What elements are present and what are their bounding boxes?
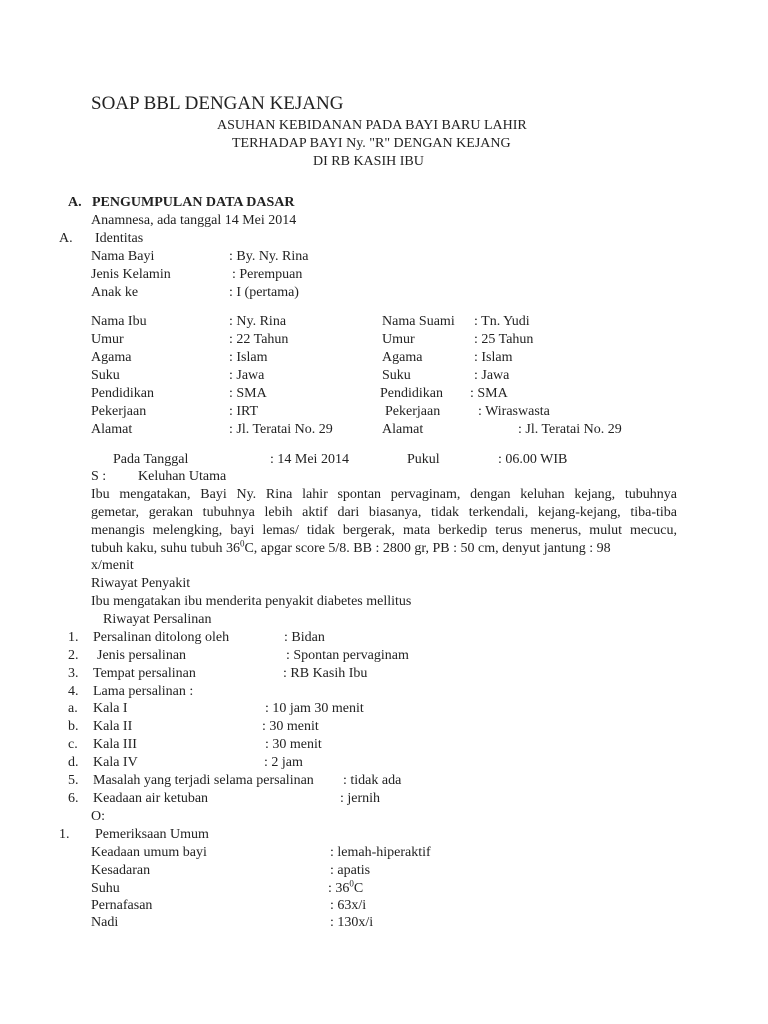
section-a-heading: PENGUMPULAN DATA DASAR [92,195,295,210]
ibu-label: Pekerjaan [91,404,147,419]
exam-label: Pernafasan [91,898,153,913]
complaint-line-4 [91,540,677,558]
pemeriksaan-number: 1. [59,827,70,842]
ibu-value: : 22 Tahun [229,332,289,347]
bayi-value: : Perempuan [232,267,303,282]
list-label: Masalah yang terjadi selama persalinan [93,773,314,788]
complaint-text: C, apgar score 5/8. BB : 2800 gr, PB : 50 cm, denyut jantung : 98 [244,541,611,556]
ibu-value: : SMA [229,386,267,401]
list-number: 5. [68,773,79,788]
keluhan-heading: Keluhan Utama [138,469,227,484]
bayi-label: Anak ke [91,285,139,300]
degree-mark: 0 [239,538,245,549]
document-subtitle-2: TERHADAP BAYI Ny. "R" DENGAN KEJANG [232,136,511,151]
suami-label: Suku [382,368,411,383]
ibu-label: Agama [91,350,132,365]
suami-label: Agama [382,350,423,365]
exam-value: : 130x/i [330,915,374,930]
identitas-marker: A. [59,231,73,246]
ibu-label: Umur [91,332,124,347]
visit-time-value: : 06.00 WIB [498,452,568,467]
suami-value: : 25 Tahun [474,332,534,347]
list-number: 1. [68,630,79,645]
list-value: : 30 menit [265,737,322,752]
list-value: : tidak ada [343,773,402,788]
list-value: : jernih [340,791,381,806]
list-number: 2. [68,648,79,663]
list-label: Kala II [93,719,133,734]
complaint-last: x/menit [91,558,134,573]
list-value: : 30 menit [262,719,319,734]
list-number: c. [68,737,78,752]
visit-date-value: : 14 Mei 2014 [270,452,349,467]
suami-value: : Jawa [474,368,510,383]
section-a-marker: A. [68,195,82,210]
degree-mark: 0 [349,878,354,889]
suhu-unit: C [353,881,364,896]
suami-label: Pekerjaan [385,404,441,419]
pemeriksaan-heading: Pemeriksaan Umum [95,827,209,842]
list-value: : Bidan [284,630,325,645]
suami-value: : Wiraswasta [478,404,550,419]
visit-date-label: Pada Tanggal [113,452,189,467]
document-subtitle-1: ASUHAN KEBIDANAN PADA BAYI BARU LAHIR [217,118,527,133]
exam-value: : lemah-hiperaktif [330,845,431,860]
list-number: d. [68,755,79,770]
list-number: a. [68,701,78,716]
ibu-value: : Islam [229,350,268,365]
exam-label: Suhu [91,881,120,896]
objective-marker: O: [91,809,105,824]
list-number: b. [68,719,79,734]
suami-value: : Jl. Teratai No. 29 [518,422,622,437]
complaint-line: gemetar, gerakan tubuhnya lebih aktif dari biasanya, tidak terkendali, kejang-kejang, tiba-tiba [91,505,677,520]
exam-value [328,880,363,898]
bayi-label: Nama Bayi [91,249,155,264]
exam-label: Kesadaran [91,863,151,878]
list-value: : 10 jam 30 menit [265,701,364,716]
ibu-value: : Jl. Teratai No. 29 [229,422,333,437]
complaint-text: tubuh kaku, suhu tubuh 36 [91,541,240,556]
list-label: Kala III [93,737,137,752]
list-label: Tempat persalinan [93,666,196,681]
ibu-label: Pendidikan [91,386,154,401]
ibu-label: Alamat [91,422,133,437]
exam-label: Nadi [91,915,119,930]
ibu-value: : Jawa [229,368,265,383]
complaint-line: menangis melengking, bayi lemas/ tidak bergerak, mata berkedip terus menerus, mulut mecucu, [91,523,677,538]
list-value: : Spontan pervaginam [286,648,409,663]
list-number: 4. [68,684,79,699]
suami-label: Alamat [382,422,424,437]
list-number: 6. [68,791,79,806]
list-value: : RB Kasih Ibu [283,666,368,681]
bayi-label: Jenis Kelamin [91,267,171,282]
list-label: Lama persalinan : [93,684,194,699]
bayi-value: : I (pertama) [229,285,299,300]
ibu-label: Suku [91,368,120,383]
riwayat-penyakit-heading: Riwayat Penyakit [91,576,191,591]
riwayat-penyakit-text: Ibu mengatakan ibu menderita penyakit diabetes mellitus [91,594,412,609]
bayi-value: : By. Ny. Rina [229,249,309,264]
exam-label: Keadaan umum bayi [91,845,207,860]
list-number: 3. [68,666,79,681]
subjective-marker: S : [91,469,107,484]
riwayat-persalinan-heading: Riwayat Persalinan [103,612,212,627]
list-label: Keadaan air ketuban [93,791,209,806]
list-label: Persalinan ditolong oleh [93,630,230,645]
ibu-value: : Ny. Rina [229,314,287,329]
suhu-value: : 36 [328,881,350,896]
exam-value: : apatis [330,863,371,878]
suami-label: Pendidikan [380,386,443,401]
identitas-heading: Identitas [95,231,144,246]
ibu-value: : IRT [229,404,259,419]
suami-value: : SMA [470,386,508,401]
complaint-line: Ibu mengatakan, Bayi Ny. Rina lahir spontan pervaginam, dengan keluhan kejang, tubuhnya [91,487,677,502]
visit-time-label: Pukul [407,452,440,467]
ibu-label: Nama Ibu [91,314,147,329]
suami-value: : Tn. Yudi [474,314,530,329]
suami-value: : Islam [474,350,513,365]
list-label: Kala I [93,701,128,716]
document-title: SOAP BBL DENGAN KEJANG [91,93,344,114]
suami-label: Nama Suami [382,314,455,329]
anamnesa-line: Anamnesa, ada tanggal 14 Mei 2014 [91,213,297,228]
list-value: : 2 jam [264,755,303,770]
suami-label: Umur [382,332,415,347]
list-label: Jenis persalinan [97,648,187,663]
list-label: Kala IV [93,755,138,770]
document-subtitle-3: DI RB KASIH IBU [313,154,424,169]
exam-value: : 63x/i [330,898,367,913]
